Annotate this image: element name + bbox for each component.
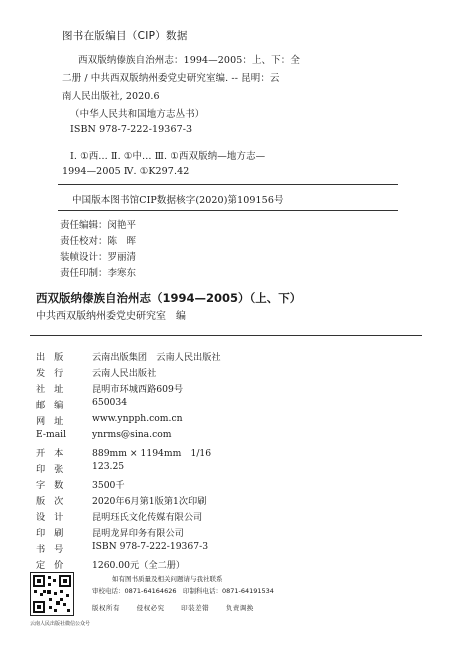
credit-name: 闵艳平 bbox=[107, 220, 137, 231]
credit-row bbox=[60, 233, 136, 247]
pub-value: ynrms@sina.com bbox=[92, 429, 172, 440]
pub-key: 印刷 bbox=[36, 528, 73, 539]
pub-row bbox=[36, 557, 185, 571]
pub-row bbox=[36, 349, 221, 363]
slogans bbox=[92, 603, 274, 612]
pub-key: E-mail bbox=[36, 429, 67, 440]
credit-row bbox=[60, 265, 136, 279]
cip-line: 西双版纳傣族自治州志：1994—2005：上、下：全 bbox=[78, 55, 300, 66]
notice-line: 如有图书质量及相关问题请与我社联系 bbox=[112, 575, 223, 583]
credit-role: 装帧设计： bbox=[60, 252, 108, 263]
pub-value: 昆明龙昇印务有限公司 bbox=[92, 528, 184, 539]
credit-row bbox=[60, 217, 136, 231]
qr-caption: 云南人民出版社微信公众号 bbox=[30, 621, 91, 627]
cip-line: 二册 / 中共西双版纳州委党史研究室编. -- 昆明：云 bbox=[62, 73, 280, 84]
quality-notice bbox=[92, 574, 274, 612]
pub-row bbox=[36, 381, 183, 395]
slogan: 侵权必究 bbox=[136, 604, 165, 612]
pub-value: www.ynpph.com.cn bbox=[92, 413, 183, 424]
credit-name: 罗丽清 bbox=[107, 252, 137, 263]
pub-value: 云南出版集团 云南人民出版社 bbox=[92, 352, 221, 363]
pub-row bbox=[36, 541, 208, 555]
pub-key: 书号 bbox=[36, 544, 73, 555]
pub-row bbox=[36, 525, 184, 539]
book-author: 中共西双版纳州委党史研究室 编 bbox=[36, 311, 186, 322]
cip-line: ISBN 978-7-222-19367-3 bbox=[70, 124, 193, 135]
pub-key: 定价 bbox=[36, 560, 73, 571]
cip-heading: 图书在版编目（CIP）数据 bbox=[62, 30, 188, 42]
credit-name: 陈 晖 bbox=[107, 236, 137, 247]
pub-value: 2020年6月第1版第1次印刷 bbox=[92, 496, 207, 507]
pub-row bbox=[36, 429, 171, 440]
pub-row bbox=[36, 445, 211, 459]
credit-role: 责任编辑： bbox=[60, 220, 108, 231]
pub-value: 650034 bbox=[92, 397, 128, 408]
pub-row bbox=[36, 397, 127, 411]
pub-key: 开本 bbox=[36, 448, 73, 459]
pub-key: 版次 bbox=[36, 496, 73, 507]
credit-role: 责任校对： bbox=[60, 236, 108, 247]
book-title: 西双版纳傣族自治州志（1994—2005）（上、下） bbox=[36, 291, 302, 305]
pub-value: 889mm × 1194mm 1/16 bbox=[92, 448, 212, 459]
footer bbox=[30, 572, 420, 632]
pub-key: 字数 bbox=[36, 480, 73, 491]
pub-key: 出版 bbox=[36, 352, 73, 363]
cip-line: （中华人民共和国地方志丛书） bbox=[70, 109, 205, 120]
pub-row bbox=[36, 461, 124, 475]
cip-number: 中国版本图书馆CIP数据核字(2020)第109156号 bbox=[72, 195, 284, 206]
pub-row bbox=[36, 413, 183, 427]
slogan: 负责调换 bbox=[225, 604, 254, 612]
pub-row bbox=[36, 477, 125, 491]
divider bbox=[58, 210, 398, 211]
notice-line: 审校电话：0871-64164626 印制科电话：0871-64191534 bbox=[92, 587, 274, 595]
pub-value: ISBN 978-7-222-19367-3 bbox=[92, 541, 209, 552]
pub-value: 123.25 bbox=[92, 461, 125, 472]
pub-value: 昆明珏氏文化传媒有限公司 bbox=[92, 512, 203, 523]
pub-value: 3500千 bbox=[92, 480, 125, 491]
credit-name: 李寒东 bbox=[107, 268, 137, 279]
pub-value: 昆明市环城西路609号 bbox=[92, 384, 184, 395]
cip-classification-line: Ⅰ. ①西… Ⅱ. ①中… Ⅲ. ①西双版纳—地方志— bbox=[70, 151, 266, 162]
credit-role: 责任印制： bbox=[60, 268, 108, 279]
slogan: 版权所有 bbox=[92, 604, 120, 612]
pub-row bbox=[36, 365, 156, 379]
divider bbox=[30, 335, 422, 336]
pub-key: 邮编 bbox=[36, 400, 73, 411]
pub-key: 社址 bbox=[36, 384, 73, 395]
pub-value: 1260.00元（全二册） bbox=[92, 560, 186, 571]
cip-classification-line: 1994—2005 Ⅳ. ①K297.42 bbox=[62, 166, 190, 177]
pub-value: 云南人民出版社 bbox=[92, 368, 157, 379]
slogan: 印装差错 bbox=[181, 604, 210, 612]
pub-row bbox=[36, 493, 206, 507]
pub-key: 设计 bbox=[36, 512, 73, 523]
pub-key: 发行 bbox=[36, 368, 73, 379]
qr-code-icon bbox=[30, 572, 74, 616]
pub-row bbox=[36, 509, 202, 523]
cip-line: 南人民出版社, 2020.6 bbox=[62, 91, 160, 102]
divider bbox=[58, 184, 398, 185]
pub-key: 印张 bbox=[36, 464, 73, 475]
credit-row bbox=[60, 249, 136, 263]
pub-key: 网址 bbox=[36, 416, 73, 427]
